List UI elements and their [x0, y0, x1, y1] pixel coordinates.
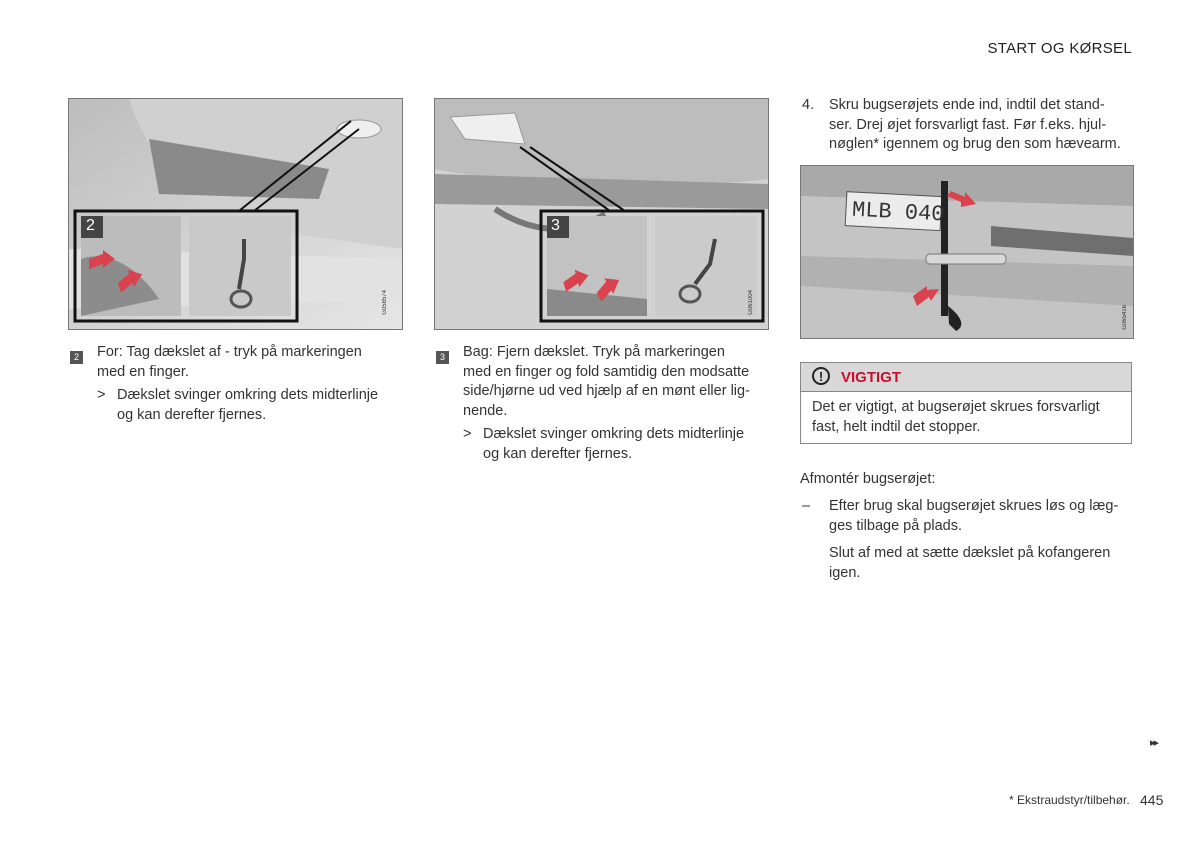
figure-rear-bumper [434, 98, 769, 330]
step-text-line: ser. Drej øjet forsvarligt fast. Før f.eks. hjul- [829, 116, 1107, 133]
result-text-line: og kan derefter fjernes. [483, 445, 633, 462]
step-3-result [483, 425, 773, 464]
followup-line: igen. [829, 564, 861, 581]
list-dash: – [802, 498, 811, 514]
footnote: * Ekstraudstyr/tilbehør. [1009, 793, 1130, 807]
step-text-line: nøglen* igennem og brug den som hævearm. [829, 136, 1121, 152]
warning-box [800, 362, 1132, 444]
warning-text-line: fast, helt indtil det stopper. [812, 418, 981, 435]
list-item-line: Efter brug skal bugserøjet skrues løs og læg- [829, 498, 1119, 514]
warning-body [801, 392, 1131, 447]
step-3-instruction [463, 343, 773, 421]
followup-line: Slut af med at sætte dækslet på kofangeren [829, 545, 1111, 561]
warning-header [801, 363, 1131, 392]
result-text-line: og kan derefter fjernes. [117, 406, 267, 423]
step-text-line: med en finger og fold samtidig den modsatte [463, 363, 750, 380]
double-triangle-right-icon: ▸▸ [1150, 737, 1158, 749]
figure-callout-number: 3 [551, 217, 560, 234]
list-item-line: ges tilbage på plads. [829, 517, 963, 534]
license-plate-text: MLB 040 [851, 197, 946, 228]
result-text-line: Dækslet svinger omkring dets midterlinje [117, 387, 379, 403]
remove-followup [829, 544, 1149, 583]
step-text-line: For: Tag dækslet af - tryk på markeringen [97, 344, 362, 360]
result-marker: > [463, 426, 472, 442]
section-title: START OG KØRSEL [987, 40, 1132, 57]
step-text-line: Skru bugserøjets ende ind, indtil det stand- [829, 97, 1105, 113]
exclamation-icon: ! [812, 367, 830, 385]
figure-callout-number: 2 [86, 217, 95, 234]
step-text-line: side/hjørne ud ved hjælp af en mønt eller lig- [463, 383, 750, 399]
step-2-instruction [97, 343, 397, 382]
page-number: 445 [1140, 792, 1164, 808]
figure-tow-eye-mounted [800, 165, 1134, 339]
step-4-instruction [829, 96, 1149, 155]
result-marker: > [97, 387, 106, 403]
warning-text-line: Det er vigtigt, at bugserøjet skrues forsvarligt [812, 399, 1100, 415]
warning-title: VIGTIGT [841, 369, 901, 386]
step-2-result [117, 386, 407, 425]
step-number: 4. [802, 97, 815, 113]
result-text-line: Dækslet svinger omkring dets midterlinje [483, 426, 745, 442]
step-text-line: Bag: Fjern dækslet. Tryk på markeringen [463, 344, 725, 360]
step-text-line: nende. [463, 402, 508, 419]
step-text-line: med en finger. [97, 363, 189, 380]
figure-code: G061004 [748, 290, 754, 315]
figure-code: G065416 [1122, 305, 1128, 330]
figure-front-bumper [68, 98, 403, 330]
step-number-badge: 3 [436, 351, 449, 364]
remove-list-item [829, 497, 1149, 536]
figure-code: G058574 [382, 290, 388, 315]
step-number-badge: 2 [70, 351, 83, 364]
remove-heading: Afmontér bugserøjet: [800, 471, 936, 487]
